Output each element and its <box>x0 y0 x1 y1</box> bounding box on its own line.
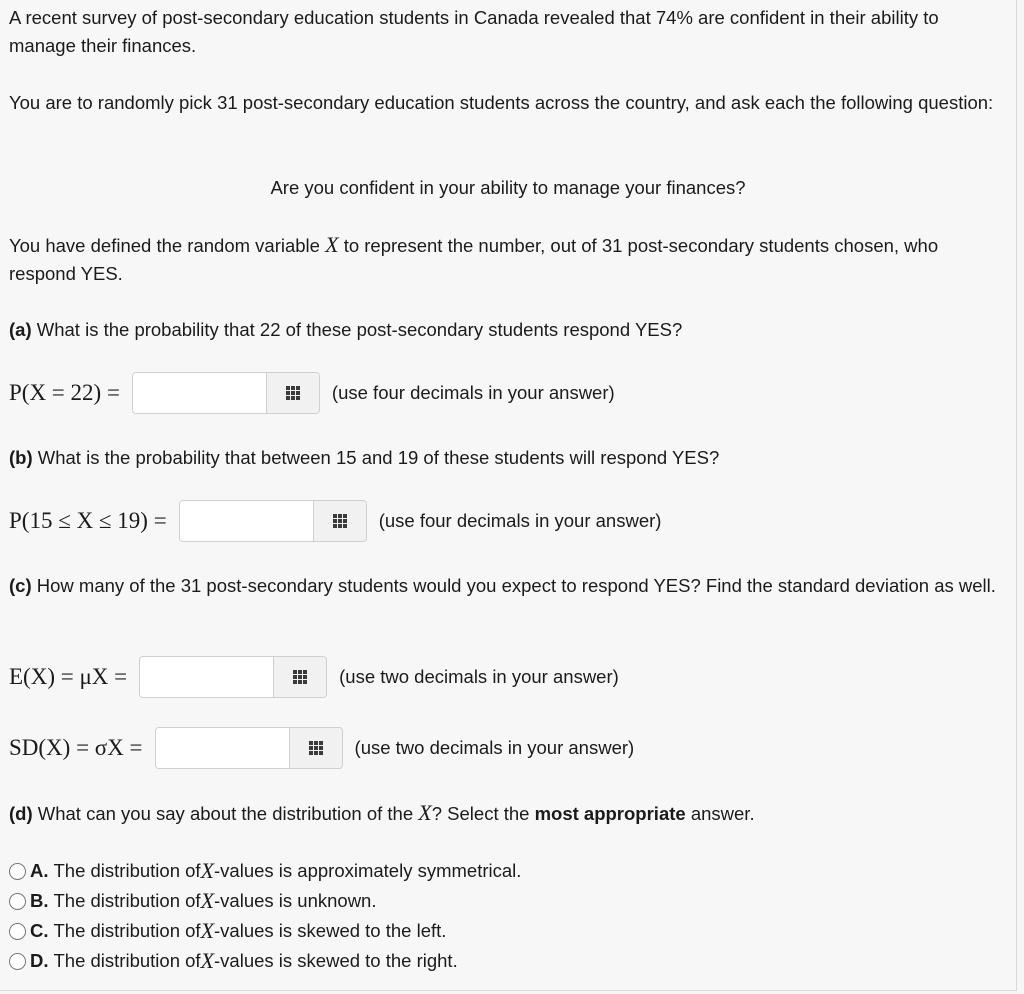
option-d-variable: X <box>200 948 215 973</box>
option-d[interactable] <box>9 946 458 976</box>
part-c-sd-equation: SD(X) = σX = <box>9 735 143 760</box>
part-c-mean-hint: (use two decimals in your answer) <box>339 666 619 687</box>
part-d-variable: X <box>418 800 432 825</box>
part-a-answer-input[interactable] <box>133 373 266 413</box>
option-b-text-2: -values is unknown. <box>214 890 377 911</box>
part-d-tag: (d) <box>9 803 33 824</box>
option-b-text-1: The distribution of <box>53 890 201 911</box>
option-d-letter: D. <box>30 950 49 971</box>
option-c-letter: C. <box>30 920 49 941</box>
part-b-answer-box <box>179 500 367 542</box>
part-c-mean-input[interactable] <box>140 657 273 697</box>
option-d-text-2: -values is skewed to the right. <box>214 950 458 971</box>
part-c-mean-math-palette-button[interactable] <box>273 657 326 697</box>
part-b-math-palette-button[interactable] <box>313 501 366 541</box>
option-c-text-1: The distribution of <box>53 920 201 941</box>
part-c-text: How many of the 31 post-secondary students would you expect to respond YES? Find the standard deviation as well. <box>31 575 996 596</box>
part-c-sd-row <box>9 728 634 768</box>
option-a[interactable] <box>9 856 521 886</box>
part-b-text: What is the probability that between 15 and 19 of these students will respond YES? <box>32 447 720 468</box>
part-c-sd-input[interactable] <box>156 728 289 768</box>
variable-definition <box>9 231 1002 288</box>
intro-paragraph-2: You are to randomly pick 31 post-secondary education students across the country, and ask each the following question: <box>9 92 994 113</box>
option-a-radio[interactable] <box>9 863 26 880</box>
survey-question: Are you confident in your ability to manage your finances? <box>270 177 746 198</box>
part-c-prompt <box>9 572 1002 600</box>
part-c-sd-hint: (use two decimals in your answer) <box>354 737 635 758</box>
part-a-answer-box <box>132 372 320 414</box>
option-a-text-2: -values is approximately symmetrical. <box>214 860 522 881</box>
grid-icon <box>333 514 347 528</box>
part-a-hint: (use four decimals in your answer) <box>331 382 615 403</box>
option-d-radio[interactable] <box>9 953 26 970</box>
variable-definition-text-2: to represent the number, out of 31 post-secondary students chosen, who respond YES. <box>9 235 939 284</box>
option-c-text-2: -values is skewed to the left. <box>214 920 447 941</box>
option-a-text-1: The distribution of <box>53 860 201 881</box>
part-d-emphasis: most appropriate <box>534 803 686 824</box>
part-a-text: What is the probability that 22 of these post-secondary students respond YES? <box>31 319 683 340</box>
part-d-text-1: What can you say about the distribution of the <box>32 803 419 824</box>
part-a-math-palette-button[interactable] <box>266 373 319 413</box>
option-c[interactable] <box>9 916 446 946</box>
part-c-tag: (c) <box>9 575 32 596</box>
option-b-letter: B. <box>30 890 49 911</box>
part-c-sd-math-palette-button[interactable] <box>289 728 342 768</box>
part-a-equation: P(X = 22) = <box>9 380 120 405</box>
part-c-mean-equation: E(X) = μX = <box>9 664 128 689</box>
part-b-answer-input[interactable] <box>180 501 313 541</box>
grid-icon <box>309 741 323 755</box>
option-b-variable: X <box>200 888 215 913</box>
option-d-text-1: The distribution of <box>53 950 201 971</box>
option-c-radio[interactable] <box>9 923 26 940</box>
part-c-sd-answer-box <box>155 727 343 769</box>
part-d-text-2: ? Select the <box>431 803 535 824</box>
part-b-prompt <box>9 444 1002 472</box>
option-b-radio[interactable] <box>9 893 26 910</box>
option-a-variable: X <box>200 858 215 883</box>
option-b[interactable] <box>9 886 377 916</box>
part-b-answer-row <box>9 501 661 541</box>
part-b-equation: P(15 ≤ X ≤ 19) = <box>9 508 167 533</box>
part-a-answer-row <box>9 373 615 413</box>
option-a-letter: A. <box>30 860 49 881</box>
option-c-variable: X <box>200 918 215 943</box>
part-a-prompt <box>9 316 1002 344</box>
grid-icon <box>293 670 307 684</box>
variable-symbol: X <box>325 232 339 257</box>
part-b-tag: (b) <box>9 447 33 468</box>
variable-definition-text-1: You have defined the random variable <box>9 235 326 256</box>
part-d-text-3: answer. <box>685 803 755 824</box>
intro-paragraph-1: A recent survey of post-secondary education students in Canada revealed that 74% are confident in their ability to manage their finances. <box>9 7 939 56</box>
part-b-hint: (use four decimals in your answer) <box>378 510 662 531</box>
part-a-tag: (a) <box>9 319 32 340</box>
part-c-mean-answer-box <box>139 656 327 698</box>
part-d-prompt <box>9 799 1002 828</box>
part-c-mean-row <box>9 657 619 697</box>
grid-icon <box>286 386 300 400</box>
